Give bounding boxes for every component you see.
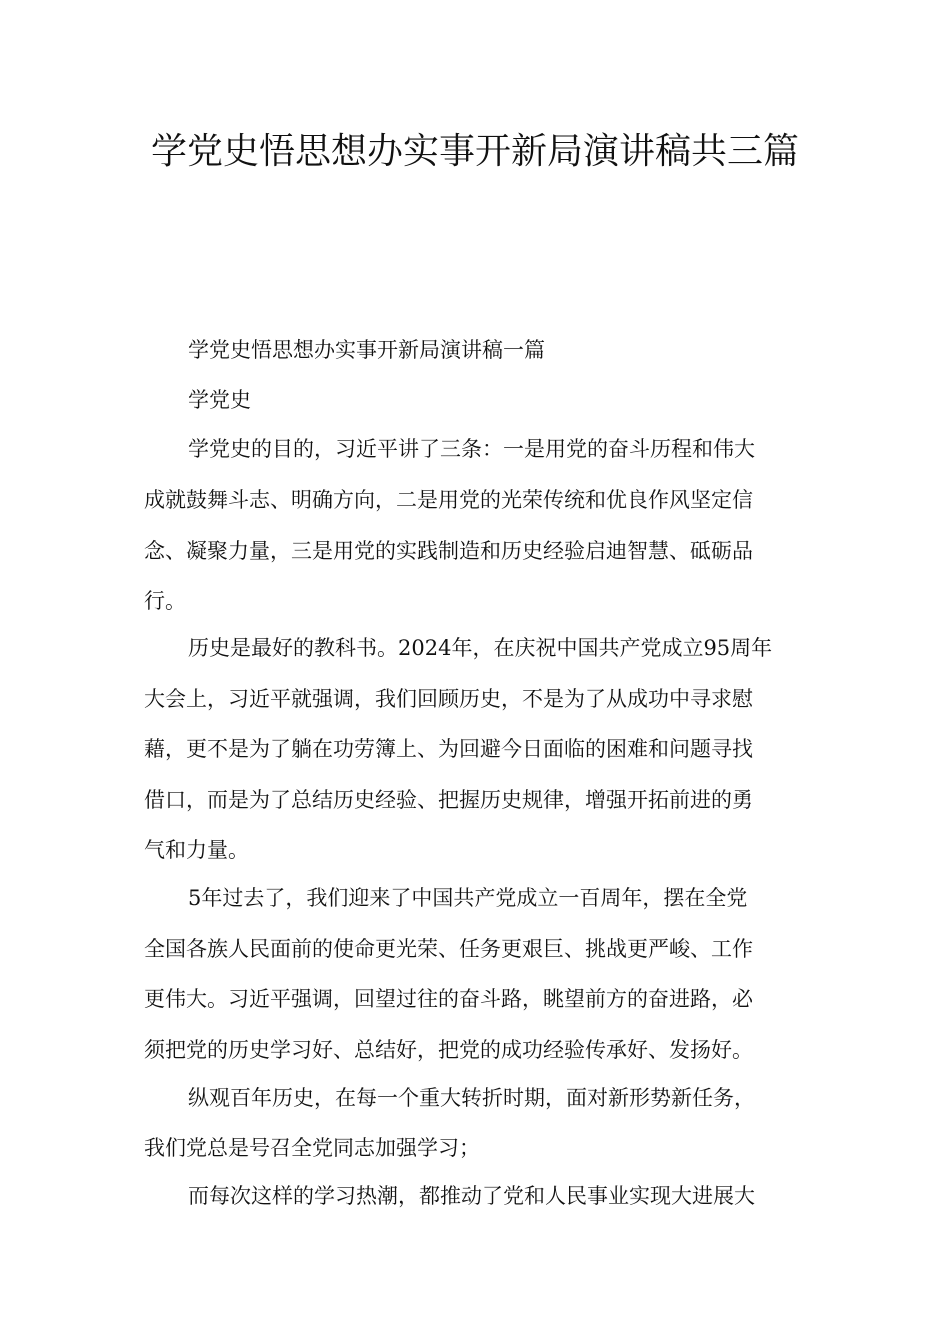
paragraph-line: 历史是最好的教科书。2024年，在庆祝中国共产党成立95周年 — [188, 636, 773, 660]
document-title: 学党史悟思想办实事开新局演讲稿共三篇 — [150, 131, 799, 172]
paragraph-line: 成就鼓舞斗志、明确方向，二是用党的光荣传统和优良作风坚定信 — [144, 488, 753, 512]
paragraph-line: 而每次这样的学习热潮，都推动了党和人民事业实现大进展大 — [188, 1184, 755, 1208]
paragraph-line: 藉，更不是为了躺在功劳簿上、为回避今日面临的困难和问题寻找 — [144, 737, 753, 761]
subheading: 学党史 — [188, 388, 251, 412]
paragraph-line: 须把党的历史学习好、总结好，把党的成功经验传承好、发扬好。 — [144, 1038, 753, 1062]
paragraph-line: 念、凝聚力量，三是用党的实践制造和历史经验启迪智慧、砥砺品 — [144, 539, 753, 563]
section-heading: 学党史悟思想办实事开新局演讲稿一篇 — [188, 338, 545, 362]
paragraph-line: 气和力量。 — [144, 838, 249, 862]
paragraph-line: 学党史的目的，习近平讲了三条：一是用党的奋斗历程和伟大 — [188, 437, 755, 461]
paragraph-line: 行。 — [144, 589, 186, 613]
paragraph-line: 借口，而是为了总结历史经验、把握历史规律，增强开拓前进的勇 — [144, 788, 753, 812]
paragraph-line: 大会上，习近平就强调，我们回顾历史，不是为了从成功中寻求慰 — [144, 687, 753, 711]
paragraph-line: 5年过去了，我们迎来了中国共产党成立一百周年，摆在全党 — [188, 886, 748, 910]
paragraph-line: 全国各族人民面前的使命更光荣、任务更艰巨、挑战更严峻、工作 — [144, 937, 753, 961]
paragraph-line: 更伟大。习近平强调，回望过往的奋斗路，眺望前方的奋进路，必 — [144, 987, 753, 1011]
paragraph-line: 纵观百年历史，在每一个重大转折时期，面对新形势新任务， — [188, 1086, 755, 1110]
paragraph-line: 我们党总是号召全党同志加强学习； — [144, 1136, 480, 1160]
